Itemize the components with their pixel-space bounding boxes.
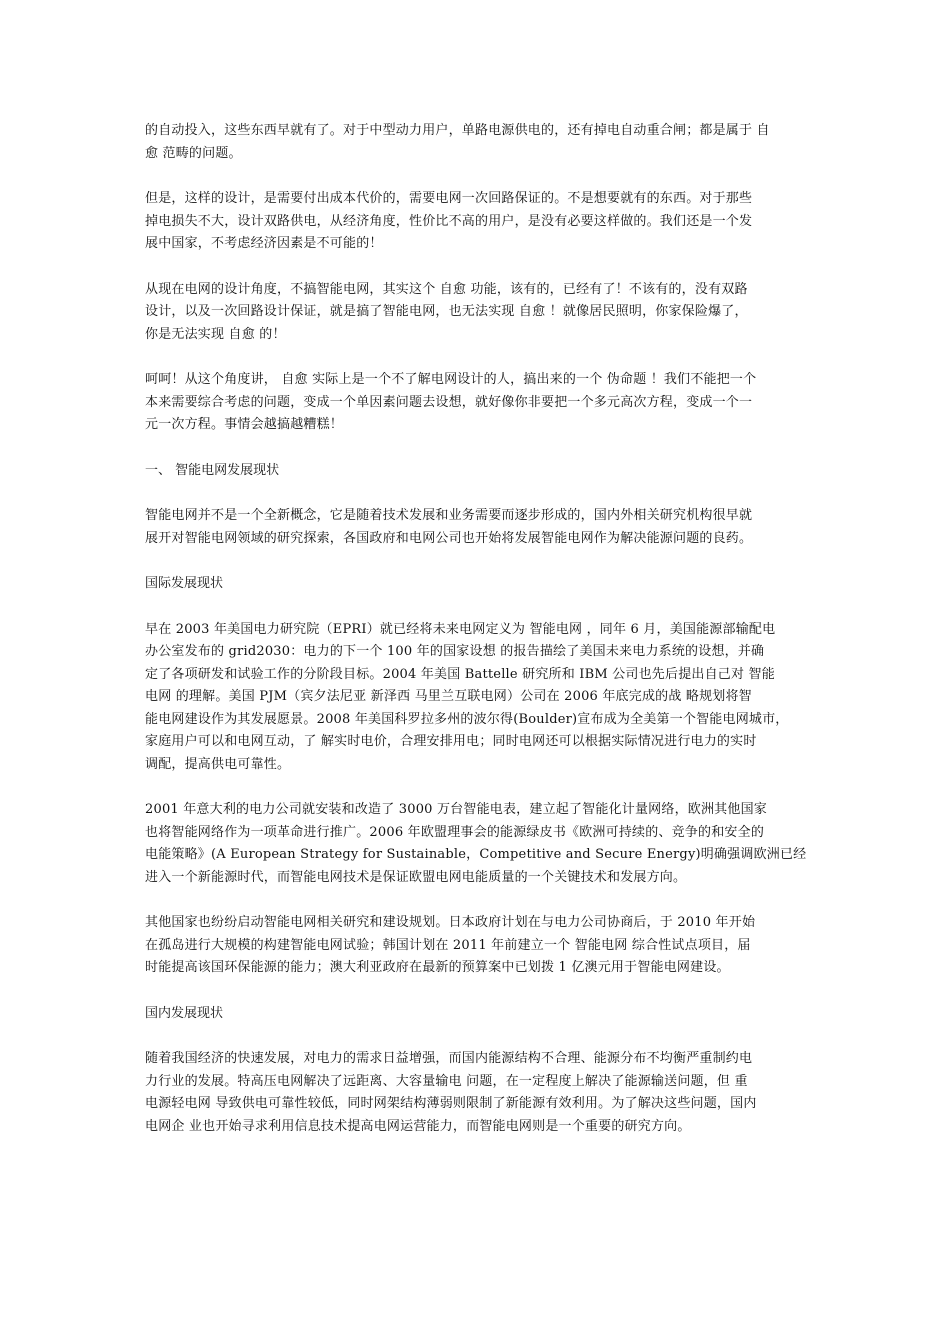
paragraph-cost-tradeoff bbox=[145, 188, 810, 256]
paragraph-other-countries bbox=[145, 912, 810, 980]
text-line: 电能策略》(A European Strategy for Sustainable，Competitive and Secure Energy)明确强调欧洲已经 bbox=[145, 847, 807, 862]
text-line: 2001 年意大利的电力公司就安装和改造了 3000 万台智能电表，建立起了智能化计量网络，欧洲其他国家 bbox=[145, 802, 767, 817]
text-line: 时能提高该国环保能源的能力；澳大利亚政府在最新的预算案中已划拨 1 亿澳元用于智能电网建设。 bbox=[145, 960, 730, 975]
document-page bbox=[145, 120, 810, 1161]
section-heading-smart-grid-status bbox=[145, 460, 810, 483]
text-line: 能电网建设作为其发展愿景。2008 年美国科罗拉多州的波尔得(Boulder)宣布成为全美第一个智能电网城市， bbox=[145, 711, 789, 727]
text-line: 呵呵！从这个角度讲， 自愈 实际上是一个不了解电网设计的人，搞出来的一个 伪命题 ！我们不能把一个 bbox=[145, 372, 757, 387]
text-line: 家庭用户可以和电网互动，了 解实时电价，合理安排用电；同时电网还可以根据实际情况进行电力的实时 bbox=[145, 734, 757, 749]
subheading-domestic bbox=[145, 1003, 810, 1026]
text-line: 设计，以及一次回路设计保证，就是搞了智能电网，也无法实现 自愈 ！就像居民照明，你家保险爆了， bbox=[145, 304, 748, 319]
text-line: 本来需要综合考虑的问题，变成一个单因素问题去设想，就好像你非要把一个多元高次方程，变成一个一 bbox=[145, 394, 753, 410]
text-line: 进入一个新能源时代，而智能电网技术是保证欧盟电网电能质量的一个关键技术和发展方向。 bbox=[145, 869, 687, 885]
text-line: 愈 范畴的问题。 bbox=[145, 145, 242, 161]
paragraph-usa-development bbox=[145, 619, 810, 777]
heading-text: 国际发展现状 bbox=[145, 576, 224, 591]
text-line: 掉电损失不大，设计双路供电，从经济角度，性价比不高的用户，是没有必要这样做的。我们还是一个发 bbox=[145, 213, 753, 229]
text-line: 但是，这样的设计，是需要付出成本代价的，需要电网一次回路保证的。不是想要就有的东西。对于那些 bbox=[145, 191, 753, 206]
text-line: 电网企 业也开始寻求利用信息技术提高电网运营能力，而智能电网则是一个重要的研究方向。 bbox=[145, 1118, 691, 1134]
text-line: 早在 2003 年美国电力研究院（EPRI）就已经将未来电网定义为 智能电网 ，同年 6 月，美国能源部输配电 bbox=[145, 621, 776, 637]
paragraph-domestic-development bbox=[145, 1048, 810, 1138]
text-line: 力行业的发展。特高压电网解决了远距离、大容量输电 问题，在一定程度上解决了能源输送问题，但 重 bbox=[145, 1073, 748, 1089]
paragraph-design-angle bbox=[145, 279, 810, 347]
paragraph-europe-development bbox=[145, 799, 810, 889]
paragraph-self-healing-intro bbox=[145, 120, 810, 165]
text-line: 你是无法实现 自愈 的！ bbox=[145, 326, 286, 342]
text-line: 元一次方程。事情会越搞越糟糕！ bbox=[145, 417, 344, 432]
text-line: 的自动投入，这些东西早就有了。对于中型动力用户，单路电源供电的，还有掉电自动重合闸；都是属于 自 bbox=[145, 123, 770, 138]
paragraph-smart-grid-concept bbox=[145, 505, 810, 550]
text-line: 在孤岛进行大规模的构建智能电网试验；韩国计划在 2011 年前建立一个 智能电网 综合性试点项目，届 bbox=[145, 937, 751, 953]
heading-text: 国内发展现状 bbox=[145, 1005, 224, 1021]
text-line: 从现在电网的设计角度，不搞智能电网，其实这个 自愈 功能，该有的，已经有了！不该有的，没有双路 bbox=[145, 281, 748, 297]
text-line: 随着我国经济的快速发展，对电力的需求日益增强，而国内能源结构不合理、能源分布不均衡严重制约电 bbox=[145, 1051, 753, 1066]
text-line: 展开对智能电网领域的研究探索，各国政府和电网公司也开始将发展智能电网作为解决能源问题的良药。 bbox=[145, 530, 753, 546]
text-line: 调配，提高供电可靠性。 bbox=[145, 756, 291, 772]
text-line: 办公室发布的 grid2030：电力的下一个 100 年的国家设想 的报告描绘了美国未来电力系统的设想，并确 bbox=[145, 644, 765, 659]
text-line: 电源轻电网 导致供电可靠性较低，同时网架结构薄弱则限制了新能源有效利用。为了解决这些问题，国内 bbox=[145, 1096, 757, 1111]
text-line: 其他国家也纷纷启动智能电网相关研究和建设规划。日本政府计划在与电力公司协商后，于 2010 年开始 bbox=[145, 915, 756, 930]
text-line: 也将智能网络作为一项革命进行推广。2006 年欧盟理事会的能源绿皮书《欧洲可持续的、竞争的和安全的 bbox=[145, 824, 765, 840]
text-line: 定了各项研发和试验工作的分阶段目标。2004 年美国 Battelle 研究所和 IBM 公司也先后提出自己对 智能 bbox=[145, 666, 775, 682]
heading-text: 一、 智能电网发展现状 bbox=[145, 462, 280, 478]
subheading-international bbox=[145, 573, 810, 596]
text-line: 电网 的理解。美国 PJM（宾夕法尼亚 新泽西 马里兰互联电网）公司在 2006 年底完成的战 略规划将智 bbox=[145, 689, 752, 704]
text-line: 智能电网并不是一个全新概念，它是随着技术发展和业务需要而逐步形成的，国内外相关研究机构很早就 bbox=[145, 508, 753, 523]
paragraph-pseudo-proposition bbox=[145, 369, 810, 437]
text-line: 展中国家，不考虑经济因素是不可能的！ bbox=[145, 236, 383, 251]
